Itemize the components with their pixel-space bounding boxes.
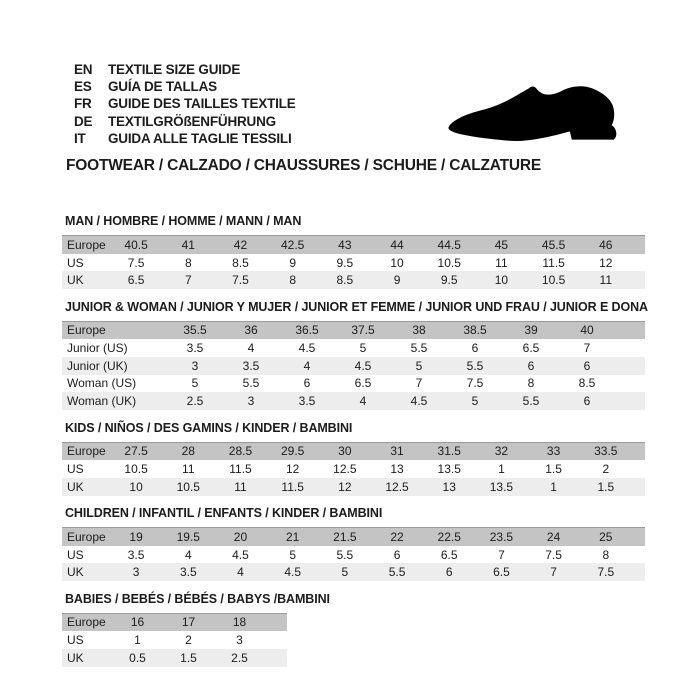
size-cell: 5 [447, 392, 503, 410]
spacer-cell [632, 528, 645, 546]
language-label: TEXTILE SIZE GUIDE [108, 62, 241, 77]
size-table [62, 613, 287, 667]
size-cell: 35.5 [167, 321, 223, 339]
size-cell: 3 [214, 631, 265, 649]
size-section [62, 299, 648, 410]
language-code: IT [74, 130, 86, 146]
size-cell: 23.5 [475, 528, 527, 546]
size-section [62, 507, 645, 581]
language-code: DE [74, 113, 93, 129]
size-cell: 3.5 [110, 546, 162, 564]
size-cell: 8.5 [214, 254, 266, 272]
size-cell: 28 [162, 442, 214, 460]
size-cell: 32 [475, 442, 527, 460]
size-cell: 5 [391, 357, 447, 375]
language-code: EN [74, 62, 93, 77]
size-cell: 6.5 [475, 563, 527, 581]
size-cell: 10.5 [528, 271, 580, 289]
spacer-cell [265, 631, 287, 649]
size-cell: 4 [335, 392, 391, 410]
size-cell: 31.5 [423, 442, 475, 460]
row-label: Woman (US) [62, 375, 167, 393]
table-row [62, 546, 645, 564]
spacer-cell [615, 339, 645, 357]
section-title: KIDS / NIÑOS / DES GAMINS / KINDER / BAMBINI [65, 420, 353, 435]
size-cell: 1.5 [528, 460, 580, 478]
size-cell: 7 [391, 375, 447, 393]
size-cell: 6 [503, 357, 559, 375]
section-title: BABIES / BEBÉS / BÉBÉS / BABYS /BAMBINI [65, 591, 330, 606]
size-cell: 36 [223, 321, 279, 339]
size-cell: 4.5 [391, 392, 447, 410]
size-cell: 1 [112, 631, 163, 649]
size-cell: 11 [162, 460, 214, 478]
size-cell: 31 [371, 442, 423, 460]
table-row [62, 236, 645, 254]
size-cell: 18 [214, 613, 265, 631]
size-cell: 45.5 [528, 236, 580, 254]
size-cell: 6.5 [110, 271, 162, 289]
size-cell: 10 [475, 271, 527, 289]
size-cell: 13 [371, 460, 423, 478]
section-title: JUNIOR & WOMAN / JUNIOR Y MUJER / JUNIOR ET FEMME / JUNIOR UND FRAU / JUNIOR E DONA [65, 299, 648, 314]
size-cell: 38 [391, 321, 447, 339]
size-cell: 27.5 [110, 442, 162, 460]
size-cell: 11 [475, 254, 527, 272]
size-cell: 40.5 [110, 236, 162, 254]
language-code: FR [74, 96, 92, 112]
size-cell: 9.5 [319, 254, 371, 272]
size-cell: 5.5 [371, 563, 423, 581]
size-cell: 1 [475, 460, 527, 478]
row-label: Europe [62, 613, 112, 631]
size-cell: 22.5 [423, 528, 475, 546]
size-cell: 3.5 [279, 392, 335, 410]
size-cell: 11.5 [528, 254, 580, 272]
row-label: Woman (UK) [62, 392, 167, 410]
size-cell: 28.5 [214, 442, 266, 460]
size-cell: 43 [319, 236, 371, 254]
size-cell: 6 [279, 375, 335, 393]
spacer-cell [632, 442, 645, 460]
size-cell: 44.5 [423, 236, 475, 254]
size-cell: 42.5 [267, 236, 319, 254]
size-cell: 17 [163, 613, 214, 631]
table-row [62, 339, 645, 357]
table-row [62, 613, 287, 631]
size-cell: 4 [162, 546, 214, 564]
language-label: GUIDA ALLE TAGLIE TESSILI [108, 130, 292, 146]
size-cell: 8 [503, 375, 559, 393]
size-cell: 22 [371, 528, 423, 546]
language-label: TEXTILGRÖßENFÜHRUNG [108, 113, 276, 129]
size-cell: 7.5 [214, 271, 266, 289]
size-cell: 24 [528, 528, 580, 546]
size-cell: 3.5 [223, 357, 279, 375]
size-table [62, 235, 645, 289]
spacer-cell [632, 563, 645, 581]
size-cell: 4.5 [214, 546, 266, 564]
table-row [62, 357, 645, 375]
language-code: ES [74, 79, 92, 95]
size-cell: 11.5 [267, 478, 319, 496]
shoe-icon [448, 85, 622, 145]
size-cell: 13 [423, 478, 475, 496]
size-cell: 5 [167, 375, 223, 393]
size-cell: 7.5 [447, 375, 503, 393]
size-cell: 3 [110, 563, 162, 581]
language-row [74, 61, 296, 78]
row-label: UK [62, 271, 110, 289]
size-cell: 6.5 [423, 546, 475, 564]
size-cell: 5 [267, 546, 319, 564]
size-cell: 38.5 [447, 321, 503, 339]
size-cell: 5.5 [319, 546, 371, 564]
size-cell: 2.5 [167, 392, 223, 410]
size-cell: 8 [267, 271, 319, 289]
size-cell: 12 [267, 460, 319, 478]
table-row [62, 460, 645, 478]
table-row [62, 271, 645, 289]
size-cell: 20 [214, 528, 266, 546]
size-cell: 3.5 [162, 563, 214, 581]
size-cell: 6 [559, 357, 615, 375]
size-section [62, 422, 645, 496]
spacer-cell [632, 271, 645, 289]
size-cell: 6 [423, 563, 475, 581]
size-cell: 7 [162, 271, 214, 289]
size-section [62, 593, 645, 667]
spacer-cell [632, 460, 645, 478]
spacer-cell [615, 357, 645, 375]
row-label: Junior (UK) [62, 357, 167, 375]
size-sections [62, 214, 648, 678]
size-cell: 6 [447, 339, 503, 357]
table-row [62, 528, 645, 546]
section-title: MAN / HOMBRE / HOMME / MANN / MAN [65, 214, 302, 228]
size-cell: 1.5 [580, 478, 632, 496]
size-cell: 9.5 [423, 271, 475, 289]
size-cell: 11.5 [214, 460, 266, 478]
table-row [62, 478, 645, 496]
row-label: UK [62, 563, 110, 581]
spacer-cell [615, 392, 645, 410]
size-cell: 7.5 [110, 254, 162, 272]
size-cell: 21 [267, 528, 319, 546]
size-cell: 8.5 [559, 375, 615, 393]
language-label: GUÍA DE TALLAS [108, 79, 217, 95]
row-label: Europe [62, 528, 110, 546]
language-row [74, 78, 296, 95]
size-cell: 40 [559, 321, 615, 339]
row-label: Europe [62, 442, 110, 460]
row-label: US [62, 254, 110, 272]
size-table [62, 527, 645, 581]
row-label: UK [62, 478, 110, 496]
size-cell: 11 [580, 271, 632, 289]
size-cell: 12 [319, 478, 371, 496]
size-cell: 4.5 [335, 357, 391, 375]
table-row [62, 563, 645, 581]
size-cell: 9 [267, 254, 319, 272]
size-cell: 12.5 [319, 460, 371, 478]
size-cell: 19 [110, 528, 162, 546]
size-cell: 42 [214, 236, 266, 254]
size-cell: 1.5 [163, 649, 214, 667]
spacer-cell [265, 649, 287, 667]
size-cell: 7 [475, 546, 527, 564]
size-cell: 16 [112, 613, 163, 631]
size-cell: 41 [162, 236, 214, 254]
size-cell: 10.5 [423, 254, 475, 272]
size-cell: 21.5 [319, 528, 371, 546]
size-cell: 5.5 [223, 375, 279, 393]
table-row [62, 392, 645, 410]
size-cell: 4.5 [279, 339, 335, 357]
size-cell: 37.5 [335, 321, 391, 339]
size-cell: 10 [110, 478, 162, 496]
size-cell: 8.5 [319, 271, 371, 289]
row-label: UK [62, 649, 112, 667]
size-cell: 5 [335, 339, 391, 357]
size-table [62, 442, 645, 496]
size-cell: 30 [319, 442, 371, 460]
size-cell: 3 [167, 357, 223, 375]
size-cell: 8 [580, 546, 632, 564]
language-row [74, 113, 296, 130]
size-cell: 2 [163, 631, 214, 649]
size-cell: 0.5 [112, 649, 163, 667]
size-cell: 6.5 [335, 375, 391, 393]
spacer-cell [615, 321, 645, 339]
size-cell: 4 [279, 357, 335, 375]
spacer-cell [632, 236, 645, 254]
size-cell: 2 [580, 460, 632, 478]
section-title: CHILDREN / INFANTIL / ENFANTS / KINDER / BAMBINI [65, 506, 383, 521]
size-cell: 7.5 [528, 546, 580, 564]
size-cell: 4 [223, 339, 279, 357]
size-cell: 9 [371, 271, 423, 289]
row-label: Europe [62, 321, 167, 339]
size-cell: 44 [371, 236, 423, 254]
size-cell: 25 [580, 528, 632, 546]
size-cell: 2.5 [214, 649, 265, 667]
size-cell: 3 [223, 392, 279, 410]
size-cell: 19.5 [162, 528, 214, 546]
size-cell: 4.5 [267, 563, 319, 581]
table-row [62, 321, 645, 339]
size-cell: 4 [214, 563, 266, 581]
category-line: FOOTWEAR / CALZADO / CHAUSSURES / SCHUHE / CALZATURE [66, 157, 541, 174]
language-row [74, 95, 296, 112]
table-row [62, 442, 645, 460]
row-label: US [62, 460, 110, 478]
size-cell: 10.5 [162, 478, 214, 496]
size-cell: 5.5 [503, 392, 559, 410]
size-cell: 12 [580, 254, 632, 272]
size-table [62, 321, 645, 410]
size-cell: 7.5 [580, 563, 632, 581]
row-label: Junior (US) [62, 339, 167, 357]
size-cell: 6.5 [503, 339, 559, 357]
size-cell: 13.5 [475, 478, 527, 496]
size-cell: 5.5 [391, 339, 447, 357]
size-cell: 10 [371, 254, 423, 272]
spacer-cell [615, 375, 645, 393]
language-label: GUIDE DES TAILLES TEXTILE [108, 96, 296, 112]
size-cell: 10.5 [110, 460, 162, 478]
size-cell: 33 [528, 442, 580, 460]
row-label: US [62, 546, 110, 564]
size-cell: 29.5 [267, 442, 319, 460]
size-cell: 11 [214, 478, 266, 496]
size-cell: 8 [162, 254, 214, 272]
size-cell: 7 [528, 563, 580, 581]
size-cell: 36.5 [279, 321, 335, 339]
size-cell: 46 [580, 236, 632, 254]
size-cell: 12.5 [371, 478, 423, 496]
size-section [62, 215, 645, 289]
spacer-cell [265, 613, 287, 631]
size-cell: 13.5 [423, 460, 475, 478]
spacer-cell [632, 546, 645, 564]
table-row [62, 375, 645, 393]
size-cell: 33.5 [580, 442, 632, 460]
size-cell: 45 [475, 236, 527, 254]
size-cell: 1 [528, 478, 580, 496]
spacer-cell [632, 254, 645, 272]
row-label: Europe [62, 236, 110, 254]
size-cell: 7 [559, 339, 615, 357]
row-label: US [62, 631, 112, 649]
table-row [62, 631, 287, 649]
table-row [62, 254, 645, 272]
size-cell: 6 [559, 392, 615, 410]
size-cell: 6 [371, 546, 423, 564]
size-cell: 5 [319, 563, 371, 581]
language-list [74, 61, 296, 147]
size-cell: 3.5 [167, 339, 223, 357]
language-row [74, 130, 296, 147]
spacer-cell [632, 478, 645, 496]
size-cell: 39 [503, 321, 559, 339]
table-row [62, 649, 287, 667]
size-cell: 5.5 [447, 357, 503, 375]
